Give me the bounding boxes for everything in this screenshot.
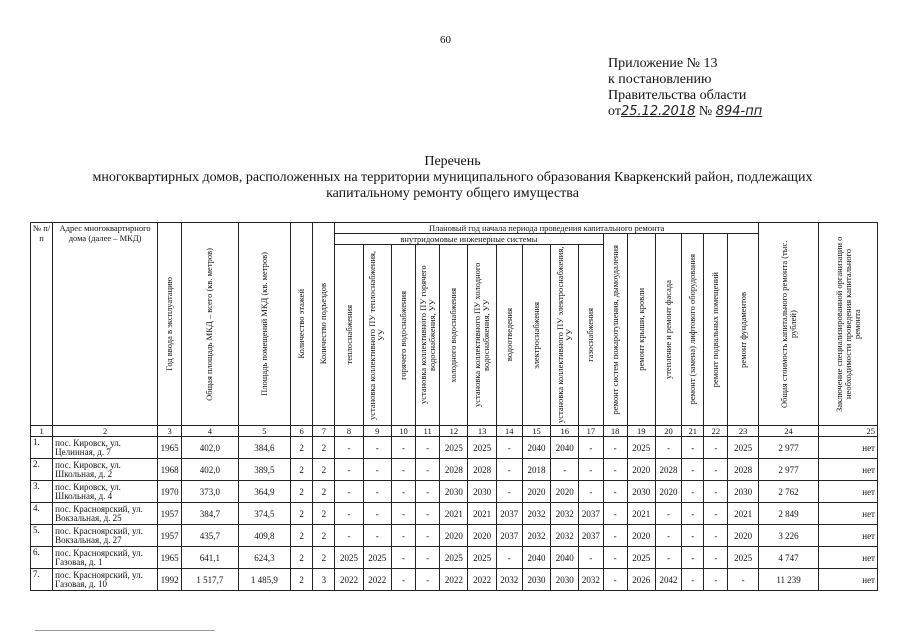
table-cell: - — [682, 459, 704, 481]
column-number: 6 — [291, 426, 313, 437]
table-cell: нет — [819, 525, 878, 547]
table-cell: - — [496, 547, 522, 569]
table-cell: 2020 — [728, 525, 758, 547]
header-premises-area-text: Площадь помещений МКД (кв. метров) — [258, 252, 269, 396]
signed-number: 894-пп — [715, 104, 763, 119]
appendix-line2: к постановлению — [608, 72, 712, 87]
table-cell: 1970 — [158, 481, 182, 503]
table-cell: 1965 — [158, 547, 182, 569]
header-c21 — [682, 234, 704, 426]
table-cell: 1. — [31, 437, 53, 459]
table-cell: 1 485,9 — [238, 569, 290, 591]
table-cell: 3. — [31, 481, 53, 503]
table-cell: 2 — [291, 525, 313, 547]
table-cell: - — [603, 569, 627, 591]
header-c19 — [627, 234, 655, 426]
header-c10-text: горячего водоснабжения — [397, 290, 408, 380]
table-cell: - — [496, 437, 522, 459]
table-cell: - — [655, 525, 681, 547]
address-cell: пос. Кировск, ул. Школьная, д. 2 — [53, 459, 158, 481]
table-cell: 1 517,7 — [182, 569, 238, 591]
column-number: 17 — [579, 426, 603, 437]
table-cell: 2 — [291, 547, 313, 569]
header-cost-text: Общая стоимость капитального ремонта (тыс. рублей) — [778, 240, 798, 408]
header-premises-area — [238, 223, 290, 426]
table-cell: 402,0 — [182, 459, 238, 481]
table-cell: 2025 — [627, 547, 655, 569]
header-c9 — [363, 245, 391, 426]
table-cell: 384,6 — [238, 437, 290, 459]
table-cell: 2028 — [655, 459, 681, 481]
table-cell: 2022 — [468, 569, 496, 591]
table-cell: 374,5 — [238, 503, 290, 525]
page-number: 60 — [440, 34, 451, 46]
table-cell: 2032 — [496, 569, 522, 591]
table-cell: - — [579, 437, 603, 459]
table-cell: - — [704, 525, 728, 547]
table-cell: 6. — [31, 547, 53, 569]
table-cell: 364,9 — [238, 481, 290, 503]
table-cell: - — [335, 481, 363, 503]
table-cell: 389,5 — [238, 459, 290, 481]
table-cell: 2028 — [728, 459, 758, 481]
number-label: № — [698, 104, 713, 119]
table-cell: 2018 — [522, 459, 550, 481]
table-cell: - — [391, 459, 415, 481]
column-number: 13 — [468, 426, 496, 437]
table-cell: - — [363, 525, 391, 547]
table-cell: 2025 — [728, 437, 758, 459]
table-cell: - — [655, 547, 681, 569]
table-cell: - — [391, 481, 415, 503]
header-c12 — [440, 245, 468, 426]
header-c18-text: ремонт систем пожаротушения, дымоудаления — [609, 244, 620, 415]
column-number: 4 — [182, 426, 238, 437]
table-cell: 2 — [313, 437, 335, 459]
table-row — [31, 569, 878, 591]
table-cell: 2030 — [551, 569, 579, 591]
header-cost — [758, 223, 818, 426]
table-cell: 2025 — [728, 547, 758, 569]
table-cell: 1965 — [158, 437, 182, 459]
table-cell: 2020 — [440, 525, 468, 547]
table-cell: - — [335, 503, 363, 525]
header-c17 — [579, 245, 603, 426]
table-cell: 2. — [31, 459, 53, 481]
header-c23-text: ремонт фундаментов — [737, 291, 748, 368]
title-line2: многоквартирных домов, расположенных на территории муниципального образования Кваркенский район, подлежащих — [92, 170, 813, 185]
table-cell: - — [335, 459, 363, 481]
table-cell: 2 — [291, 437, 313, 459]
table-cell: 11 239 — [758, 569, 818, 591]
table-cell: 2025 — [440, 437, 468, 459]
table-cell: - — [704, 459, 728, 481]
column-number: 10 — [391, 426, 415, 437]
table-cell: - — [496, 459, 522, 481]
table-cell: - — [728, 569, 758, 591]
appendix-block — [608, 56, 762, 120]
table-cell: 2 — [313, 459, 335, 481]
header-c11-text: установка коллективного ПУ горячего водоснабжения, УУ — [417, 265, 437, 405]
table-cell: 2020 — [655, 481, 681, 503]
table-cell: - — [682, 547, 704, 569]
column-number: 12 — [440, 426, 468, 437]
column-number: 11 — [416, 426, 440, 437]
address-cell: пос. Красноярский, ул. Вокзальная, д. 27 — [53, 525, 158, 547]
header-c11 — [416, 245, 440, 426]
table-cell: 2 — [313, 481, 335, 503]
header-c9-text: установка коллективного ПУ теплоснабжения, УУ — [367, 250, 387, 420]
table-cell: - — [655, 437, 681, 459]
table-cell: 2040 — [522, 437, 550, 459]
table-cell: 2021 — [440, 503, 468, 525]
title-line1: Перечень — [424, 154, 481, 169]
table-cell: - — [704, 437, 728, 459]
column-number: 23 — [728, 426, 758, 437]
table-cell: 2020 — [522, 481, 550, 503]
table-cell: - — [416, 503, 440, 525]
header-c8 — [335, 245, 363, 426]
table-cell: - — [682, 525, 704, 547]
header-c17-text: газоснабжения — [585, 308, 596, 362]
table-cell: 2030 — [522, 569, 550, 591]
table-cell: 2 — [291, 459, 313, 481]
footer-rule — [35, 630, 215, 631]
table-cell: 384,7 — [182, 503, 238, 525]
column-number: 20 — [655, 426, 681, 437]
address-cell: пос. Красноярский, ул. Вокзальная, д. 25 — [53, 503, 158, 525]
header-c15 — [522, 245, 550, 426]
table-cell: 2021 — [468, 503, 496, 525]
table-cell: 2020 — [551, 481, 579, 503]
table-cell: нет — [819, 547, 878, 569]
table-cell: 5. — [31, 525, 53, 547]
document-title — [0, 154, 905, 202]
table-row — [31, 481, 878, 503]
table-cell: 409,8 — [238, 525, 290, 547]
table-cell: 2 — [291, 569, 313, 591]
header-entrances — [313, 223, 335, 426]
table-cell: 2025 — [335, 547, 363, 569]
title-line3: капитальному ремонту общего имущества — [326, 186, 579, 201]
table-cell: 2020 — [627, 525, 655, 547]
header-c16-text: установка коллективного ПУ электроснабжения, УУ — [554, 246, 574, 424]
table-cell: 2025 — [627, 437, 655, 459]
table-cell: 2 — [313, 525, 335, 547]
table-cell: 402,0 — [182, 437, 238, 459]
table-cell: 2030 — [627, 481, 655, 503]
table-cell: 641,1 — [182, 547, 238, 569]
table-cell: 2040 — [551, 547, 579, 569]
table-cell: - — [603, 481, 627, 503]
table-row — [31, 547, 878, 569]
table-row — [31, 503, 878, 525]
table-cell: 2028 — [468, 459, 496, 481]
header-total-area-text: Общая площадь МКД – всего (кв. метров) — [204, 247, 215, 401]
header-c13 — [468, 245, 496, 426]
table-cell: нет — [819, 437, 878, 459]
column-number: 19 — [627, 426, 655, 437]
table-cell: 2030 — [440, 481, 468, 503]
table-cell: - — [416, 437, 440, 459]
table-cell: 1992 — [158, 569, 182, 591]
table-cell: 624,3 — [238, 547, 290, 569]
table-cell: - — [603, 503, 627, 525]
table-cell: 2040 — [551, 437, 579, 459]
column-number: 21 — [682, 426, 704, 437]
column-number: 22 — [704, 426, 728, 437]
table-cell: - — [682, 437, 704, 459]
column-number: 2 — [53, 426, 158, 437]
table-cell: - — [704, 569, 728, 591]
table-cell: 2022 — [335, 569, 363, 591]
table-cell: - — [416, 547, 440, 569]
column-number: 16 — [551, 426, 579, 437]
column-number: 25 — [819, 426, 878, 437]
table-cell: - — [363, 503, 391, 525]
table-cell: 7. — [31, 569, 53, 591]
table-cell: 2020 — [468, 525, 496, 547]
table-row — [31, 437, 878, 459]
header-conclusion — [819, 223, 878, 426]
appendix-line4 — [608, 104, 762, 120]
table-cell: 2 — [313, 503, 335, 525]
table-cell: 2028 — [440, 459, 468, 481]
table-cell: 2037 — [579, 503, 603, 525]
table-cell: 2022 — [363, 569, 391, 591]
table-cell: 2030 — [728, 481, 758, 503]
table-cell: 2026 — [627, 569, 655, 591]
table-cell: 2032 — [522, 503, 550, 525]
table-body — [31, 437, 878, 591]
table-cell: 2 762 — [758, 481, 818, 503]
table-cell: - — [682, 503, 704, 525]
header-c19-text: ремонт крыши, кровли — [635, 288, 646, 371]
table-cell: нет — [819, 459, 878, 481]
table-cell: 2037 — [496, 525, 522, 547]
table-cell: нет — [819, 569, 878, 591]
header-num: № п/п — [31, 223, 53, 426]
table-cell: 373,0 — [182, 481, 238, 503]
header-year-text: Год ввода в эксплуатацию — [164, 277, 175, 371]
header-c22 — [704, 234, 728, 426]
table-cell: 435,7 — [182, 525, 238, 547]
table-cell: 2025 — [468, 437, 496, 459]
table-cell: 2020 — [627, 459, 655, 481]
table-cell: - — [603, 547, 627, 569]
table-cell: - — [682, 569, 704, 591]
table-cell: нет — [819, 503, 878, 525]
table-cell: - — [655, 503, 681, 525]
header-planned: Плановый год начала периода проведения капитального ремонта — [335, 223, 758, 234]
table-cell: 3 — [313, 569, 335, 591]
header-c10 — [391, 245, 415, 426]
table-cell: 2022 — [440, 569, 468, 591]
from-label: от — [608, 104, 621, 119]
table-cell: 2040 — [522, 547, 550, 569]
address-cell: пос. Красноярский, ул. Газовая, д. 1 — [53, 547, 158, 569]
table-cell: - — [391, 525, 415, 547]
table-row — [31, 525, 878, 547]
address-cell: пос. Кировск, ул. Школьная, д. 4 — [53, 481, 158, 503]
header-c13-text: установка коллективного ПУ холодного водоснабжения, УУ — [472, 262, 492, 408]
header-c14 — [496, 245, 522, 426]
header-total-area — [182, 223, 238, 426]
header-floors — [291, 223, 313, 426]
table-cell: - — [579, 481, 603, 503]
table-cell: 4 747 — [758, 547, 818, 569]
header-c22-text: ремонт подвальных помещений — [710, 271, 721, 388]
header-c8-text: теплоснабжения — [343, 305, 354, 365]
header-floors-text: Количество этажей — [296, 289, 307, 359]
header-entrances-text: Количество подъездов — [318, 283, 329, 365]
column-number: 5 — [238, 426, 290, 437]
table-cell: 2032 — [551, 503, 579, 525]
header-c23 — [728, 234, 758, 426]
column-number: 18 — [603, 426, 627, 437]
table-cell: 3 226 — [758, 525, 818, 547]
table-cell: - — [335, 437, 363, 459]
table-cell: 2025 — [440, 547, 468, 569]
table-cell: 2032 — [522, 525, 550, 547]
table-cell: 2 — [313, 547, 335, 569]
table-cell: - — [704, 547, 728, 569]
table-cell: - — [335, 525, 363, 547]
table-cell: - — [416, 459, 440, 481]
appendix-line1: Приложение № 13 — [608, 56, 718, 71]
column-number: 15 — [522, 426, 550, 437]
table-cell: 2 977 — [758, 459, 818, 481]
column-number: 9 — [363, 426, 391, 437]
table-cell: 2021 — [627, 503, 655, 525]
column-number: 14 — [496, 426, 522, 437]
header-year — [158, 223, 182, 426]
table-cell: - — [416, 569, 440, 591]
table-cell: 2 849 — [758, 503, 818, 525]
header-c15-text: электроснабжения — [530, 301, 541, 369]
table-cell: 1957 — [158, 525, 182, 547]
table-cell: - — [391, 503, 415, 525]
table-cell: 2032 — [551, 525, 579, 547]
table-cell: 2030 — [468, 481, 496, 503]
address-cell: пос. Кировск, ул. Целинная, д. 7 — [53, 437, 158, 459]
table-cell: 2032 — [579, 569, 603, 591]
header-engineering: внутридомовые инженерные системы — [335, 234, 603, 245]
table-cell: 1968 — [158, 459, 182, 481]
table-cell: 2025 — [468, 547, 496, 569]
column-number: 7 — [313, 426, 335, 437]
table-cell: 4. — [31, 503, 53, 525]
table-cell: - — [363, 437, 391, 459]
table-cell: 2 977 — [758, 437, 818, 459]
header-c12-text: холодного водоснабжения — [448, 287, 459, 383]
table-cell: - — [391, 569, 415, 591]
header-c21-text: ремонт (замена) лифтового оборудования — [687, 254, 698, 405]
table-cell: 2025 — [363, 547, 391, 569]
address-cell: пос. Красноярский, ул. Газовая, д. 10 — [53, 569, 158, 591]
table-cell: - — [391, 437, 415, 459]
appendix-line3: Правительства области — [608, 88, 747, 103]
table-cell: 2 — [291, 481, 313, 503]
table-cell: - — [416, 481, 440, 503]
table-cell: - — [416, 525, 440, 547]
table-cell: - — [603, 525, 627, 547]
table-cell: 2 — [291, 503, 313, 525]
header-c20 — [655, 234, 681, 426]
header-conclusion-text: Заключение специализированной организации о необходимости проведения капитального ремонта — [833, 236, 862, 412]
table-row — [31, 459, 878, 481]
table-cell: - — [391, 547, 415, 569]
table-cell: - — [579, 459, 603, 481]
header-c16 — [551, 245, 579, 426]
table-cell: 2037 — [579, 525, 603, 547]
column-number: 3 — [158, 426, 182, 437]
header-c20-text: утепление и ремонт фасада — [663, 279, 673, 380]
header-address: Адрес многоквартирного дома (далее – МКД) — [53, 223, 158, 426]
column-number: 24 — [758, 426, 818, 437]
table-cell: - — [704, 503, 728, 525]
table-cell: - — [496, 481, 522, 503]
table-cell: 2037 — [496, 503, 522, 525]
table-cell: - — [363, 459, 391, 481]
signed-date: 25.12.2018 — [620, 104, 696, 119]
table-cell: нет — [819, 481, 878, 503]
column-number: 8 — [335, 426, 363, 437]
table-cell: - — [603, 459, 627, 481]
table-cell: 1957 — [158, 503, 182, 525]
table-cell: 2042 — [655, 569, 681, 591]
header-c14-text: водоотведения — [503, 308, 514, 362]
header-c18 — [603, 234, 627, 426]
table-cell: - — [704, 481, 728, 503]
column-number-row — [31, 426, 878, 437]
houses-table — [30, 222, 878, 591]
table-cell: - — [579, 547, 603, 569]
table-cell: - — [682, 481, 704, 503]
table-cell: 2021 — [728, 503, 758, 525]
table-cell: - — [363, 481, 391, 503]
table-cell: - — [603, 437, 627, 459]
table-cell: - — [551, 459, 579, 481]
column-number: 1 — [31, 426, 53, 437]
